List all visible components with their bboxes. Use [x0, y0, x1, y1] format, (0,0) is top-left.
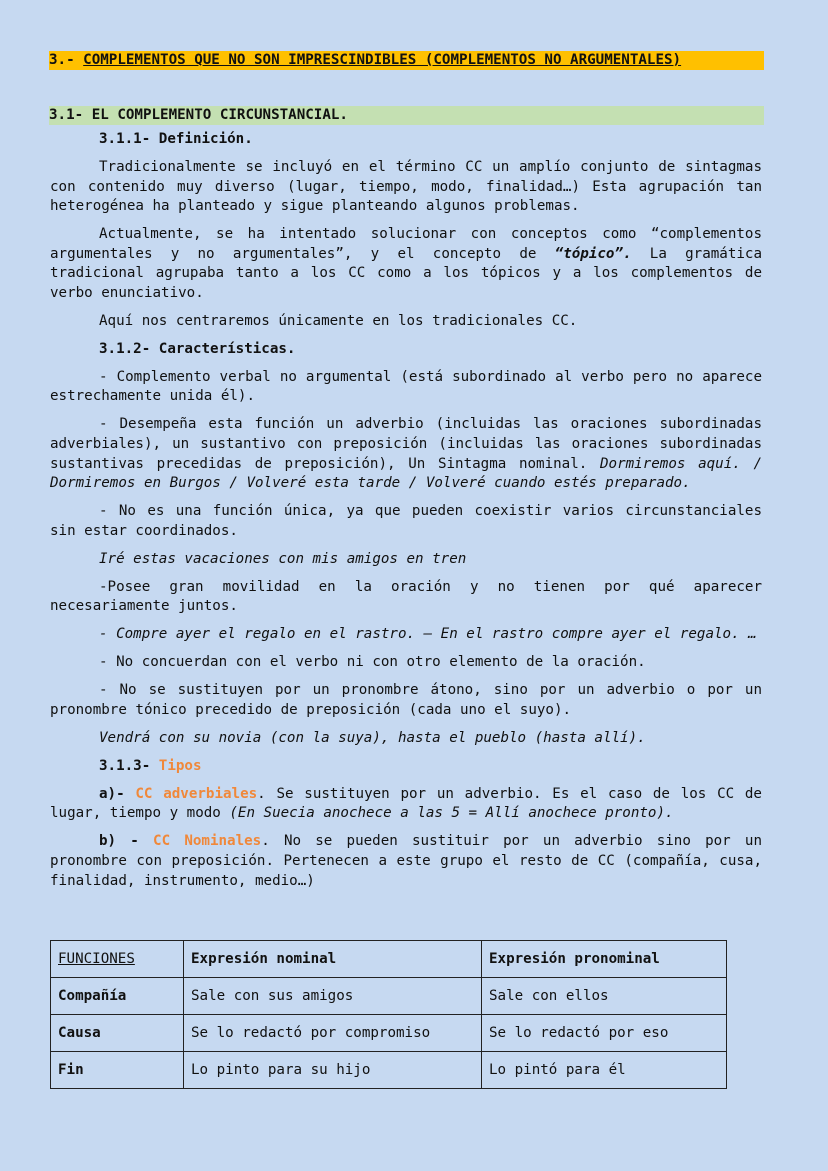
table-header-cell: Expresión nominal [184, 941, 482, 978]
table-header-cell: FUNCIONES [51, 941, 184, 978]
characteristic-2-example: Dormiremos aquí. / Dormiremos en Burgos / Volveré esta tarde / Volveré cuando estés preparado. [50, 455, 763, 492]
table-cell: Lo pinto para su hijo [184, 1052, 482, 1089]
definition-paragraph-3: Aquí nos centraremos únicamente en los tradicionales CC. [99, 312, 578, 329]
characteristic-4-example: - Compre ayer el regalo en el rastro. – En el rastro compre ayer el regalo. … [99, 626, 757, 643]
section-3-1-heading: 3.1- EL COMPLEMENTO CIRCUNSTANCIAL. [49, 106, 764, 125]
definition-heading: 3.1.1- Definición. [99, 131, 253, 147]
table-cell: Sale con ellos [482, 978, 727, 1015]
characteristic-3-example: Iré estas vacaciones con mis amigos en tren [99, 550, 467, 567]
characteristic-5: - No concuerdan con el verbo ni con otro elemento de la oración. [99, 654, 646, 671]
table-row [51, 1015, 727, 1052]
table-header-cell: Expresión pronominal [482, 941, 727, 978]
cc-nominales-term: CC Nominales [153, 833, 262, 850]
characteristics-heading: 3.1.2- Características. [99, 340, 296, 357]
type-b-paragraph: b) - CC Nominales. No se pueden sustituir por un adverbio sino por un pronombre con preposición. Pertenecen a este grupo el resto de CC (compañía, cusa, finalidad, instrumento, medio…) [50, 833, 763, 889]
table-header-row [51, 941, 727, 978]
section-3-number: 3.- [49, 52, 75, 68]
body-text [50, 130, 762, 891]
table-cell: Se lo redactó por compromiso [184, 1015, 482, 1052]
section-3-title: COMPLEMENTOS QUE NO SON IMPRESCINDIBLES (COMPLEMENTOS NO ARGUMENTALES) [83, 52, 682, 68]
table-cell: Causa [51, 1015, 184, 1052]
characteristic-4: -Posee gran movilidad en la oración y no tienen por qué aparecer necesariamente juntos. [50, 578, 762, 615]
characteristic-2: - Desempeña esta función un adverbio (incluidas las oraciones subordinadas adverbiales), un sustantivo con preposición (incluidas las oraciones subordinadas sustantivas precedidas de preposición), Un Sintagma nominal. Dormiremos aquí. / Dormiremos en Burgos / Volveré esta tarde / Volveré cuando estés preparado. [50, 416, 763, 492]
types-heading: 3.1.3- Tipos [99, 757, 202, 774]
definition-paragraph-1: Tradicionalmente se incluyó en el término CC un amplío conjunto de sintagmas con contenido muy diverso (lugar, tiempo, modo, finalidad…) Esta agrupación tan heterogénea ha planteado y sigue planteando algunos problemas. [50, 158, 762, 215]
characteristic-6: - No se sustituyen por un pronombre átono, sino por un adverbio o por un pronombre tónico precedido de preposición (cada uno el suyo). [50, 682, 762, 718]
cc-adverbiales-term: CC adverbiales [135, 785, 258, 802]
functions-table [50, 940, 727, 1089]
table-row [51, 1052, 727, 1089]
table-row [51, 978, 727, 1015]
definition-paragraph-2: Actualmente, se ha intentado solucionar con conceptos como “complementos argumentales y no argumentales”, y el concepto de “tópico”. La gramática tradicional agrupaba tanto a los CC como a los tópicos y a los complementos de verbo enunciativo. [50, 226, 762, 301]
characteristic-3: - No es una función única, ya que pueden coexistir varios circunstanciales sin estar coordinados. [50, 503, 762, 539]
characteristic-6-example: Vendrá con su novia (con la suya), hasta el pueblo (hasta allí). [99, 729, 646, 746]
type-a-paragraph: a)- CC adverbiales. Se sustituyen por un adverbio. Es el caso de los CC de lugar, tiempo y modo (En Suecia anochece a las 5 = Allí anochece pronto). [50, 785, 762, 822]
table-cell: Fin [51, 1052, 184, 1089]
table-cell: Se lo redactó por eso [482, 1015, 727, 1052]
section-3-heading [49, 51, 764, 70]
table-cell: Lo pintó para él [482, 1052, 727, 1089]
topico-term: “tópico”. [554, 245, 632, 262]
characteristic-1: - Complemento verbal no argumental (está subordinado al verbo pero no aparece estrechamente unida él). [50, 368, 762, 405]
table-cell: Sale con sus amigos [184, 978, 482, 1015]
table-cell: Compañía [51, 978, 184, 1015]
